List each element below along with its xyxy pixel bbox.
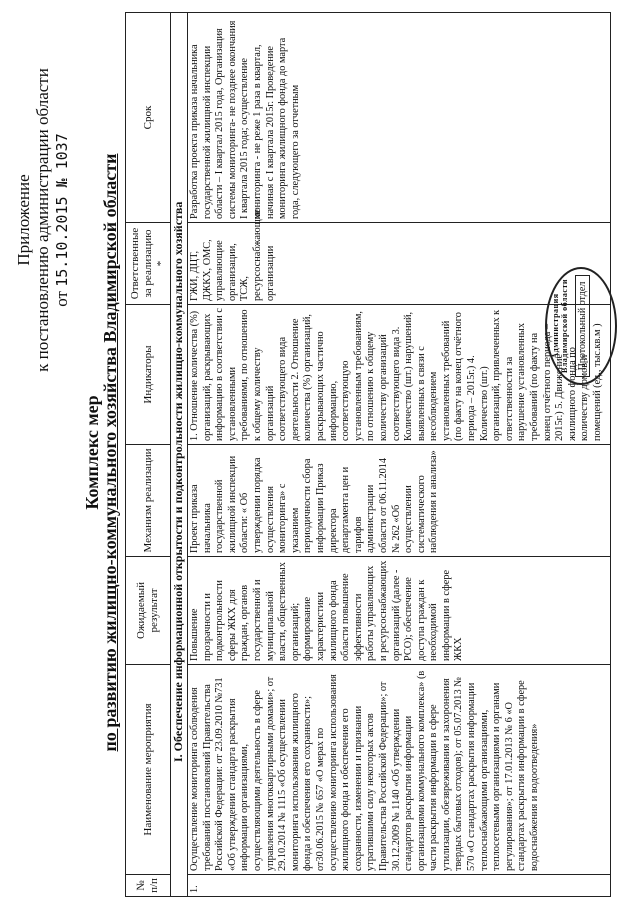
cell-mechanism: Проект приказа начальника государственной жилищной инспекции области: « Об утверждении порядка осуществления мониторинга» с указанием периодичности сбора информации Приказ директора департамента цен и тарифов администрации области от 06.11.2014 № 262 «Об осуществлении систематического наблюдения и анализа» <box>188 445 611 557</box>
section-row <box>171 13 188 897</box>
appendix-label: Приложение <box>14 174 33 266</box>
cell-num: 1. <box>188 875 611 897</box>
section-title: Обеспечение информационной открытости и подконтрольности жилищно-коммунального хозяйства <box>171 201 185 752</box>
header-result: Ожидаемый результат <box>126 557 171 665</box>
resolution-date <box>52 55 72 385</box>
header-deadline: Срок <box>126 13 171 223</box>
date-prefix: от <box>52 291 71 307</box>
table-row <box>188 13 611 897</box>
cell-indicators: 1. Отношение количества (%) организаций, раскрывающих информацию в соответствии с установленными требованиями, по отношению к общему количеству организаций соответствующего вида деятельности 2. Отношение количества (%) организаций, раскрывающих частично информацию, соответствующую установленным требованиям, по отношению к общему количеству организаций соответствующего вида 3. Количество (шт.) нарушений, выявленных в связи с несоблюдением установленных требований (по факту на конец отчётного периода – 2015г.) 4. Количество (шт.) организаций, привлеченных к ответственности за нарушение установленных требований (по факту на конец отчётного периода – 2015г.) 5. Движение жилищного фонда по количеству домов и помещений (ед., тыс.кв.м ) <box>188 305 611 445</box>
cell-name: Осуществление мониторинга соблюдения требований постановлений Правительства Российской Федерации: от 23.09.2010 №731 «Об утверждении стандарта раскрытия информации организациями, осуществляющими деятельность в сфере управления многоквартирными домами»; от 29.10.2014 № 1115 «Об осуществлении мониторинга использования жилищного фонда и обеспечения его сохранности»; от30.06.2015 № 657 «О мерах по осуществлению мониторинга использования жилищного фонда и обеспечения его сохранности, изменении и признании утратившими силу некоторых актов Правительства Российской Федерации»; от 30.12.2009 № 1140 «Об утверждении стандартов раскрытия информации организациями коммунального комплекса» (в части раскрытия информации в сфере утилизации, обезвреживания и захоронения твердых бытовых отходов); от 05.07.2013 № 570 «О стандартах раскрытия информации теплоснабжающими организациями, теплосетевыми организациями и органами регулирования»; от 17.01.2013 № 6 «О стандартах раскрытия информации в сфере водоснабжения и водоотведения» <box>188 665 611 875</box>
official-stamp <box>545 267 617 385</box>
cell-responsible: ГЖИ, ДЦТ, ДЖКХ, ОМС, управляющие организации, ТСЖ, ресурсоснабжающие организации <box>188 223 611 305</box>
section-number: I. <box>171 754 185 762</box>
resolution-reference: к постановлению администрации области <box>33 68 52 372</box>
date-number: 15.10.2015 № 1037 <box>53 133 71 287</box>
cell-result: Повышение прозрачности и подконтрольности сферы ЖКХ для граждан, органов государственной и муниципальной власти, общественных организаций; формирование характеристики жилищного фонда области повышение эффективности работы управляющих и ресурсоснабжающих организаций (далее - РСО); обеспечение доступа граждан к необходимой информации в сфере ЖКХ <box>188 557 611 665</box>
header-responsible: Ответственные за реализацию * <box>126 223 171 305</box>
stamp-label: Протокольный отдел <box>575 275 590 378</box>
measures-table <box>125 12 611 897</box>
header-indicators: Индикаторы <box>126 305 171 445</box>
table-header-row <box>126 13 171 897</box>
section-cell <box>171 13 188 897</box>
cell-deadline: Разработка проекта приказа начальника государственной жилищной инспекции области – I квартал 2015 года, Организация системы мониторинга- не позднее окончания I квартала 2015 года; осуществление мониторинга - не реже 1 раза в квартал, начиная с I квартала 2015г. Проведение мониторинга жилищного фонда до марта года, следующего за отчетным <box>188 13 611 223</box>
header-name: Наименование мероприятия <box>126 665 171 875</box>
document-title: Комплекс мер <box>82 395 102 510</box>
stamp-ring-text: Администрация Владимирской области <box>551 278 569 374</box>
header-mechanism: Механизм реализации <box>126 445 171 557</box>
document-subtitle: по развитию жилищно-коммунального хозяйства Владимирской области <box>100 153 120 752</box>
header-num: № п/п <box>126 875 171 897</box>
